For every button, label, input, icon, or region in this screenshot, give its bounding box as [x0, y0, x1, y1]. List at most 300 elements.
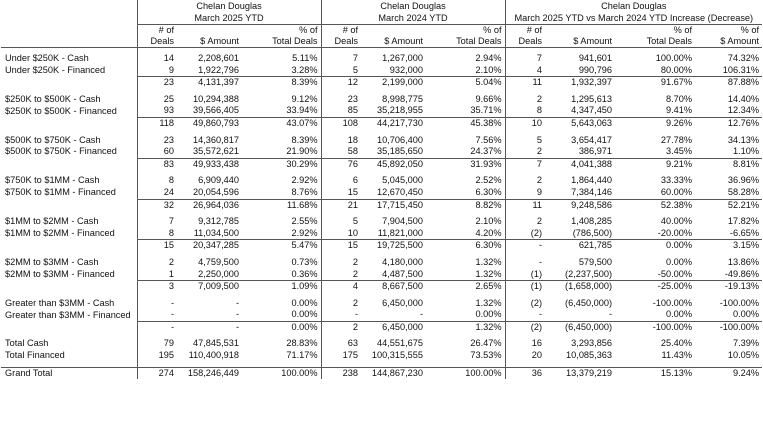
- pct-2025: 71.17%: [286, 350, 318, 361]
- deals-diff: -: [505, 309, 545, 321]
- pct-amount-diff: 0.00%: [732, 309, 760, 320]
- col-deals-top: # of: [505, 25, 545, 37]
- deals-2024: -: [321, 309, 361, 321]
- data-row: [1, 146, 762, 158]
- group-c-subtitle: March 2025 YTD vs March 2024 YTD Increase (Decrease): [505, 12, 762, 25]
- pct-amount-diff: 87.88%: [695, 77, 762, 89]
- amount-2025: 9,312,785: [198, 216, 239, 227]
- deals-2024: 5: [321, 216, 361, 228]
- pct-amount-diff: 74.32%: [727, 53, 760, 63]
- col-pct-total: Total Deals: [426, 36, 505, 48]
- amount-2024: 4,180,000: [382, 256, 424, 267]
- deals-2025: 7: [137, 216, 177, 228]
- pct-deals-diff: 25.40%: [660, 338, 693, 349]
- amount-2025: -: [235, 309, 239, 320]
- row-label: [1, 321, 137, 333]
- deals-diff: -: [505, 257, 545, 269]
- amount-2025: 158,246,449: [177, 367, 242, 379]
- deals-2025: 1: [137, 269, 177, 281]
- data-row: [1, 269, 762, 281]
- pct-2025: 11.68%: [242, 199, 321, 211]
- pct-2025: 28.83%: [286, 338, 318, 349]
- pct-2025: 2.92%: [291, 175, 318, 186]
- pct-2025: 1.09%: [242, 281, 321, 293]
- total-row: [1, 350, 762, 362]
- deals-2024: 6: [321, 175, 361, 187]
- pct-2025: 0.00%: [242, 321, 321, 333]
- pct-2024: 45.38%: [426, 117, 505, 129]
- deals-2025: 23: [137, 77, 177, 89]
- pct-deals-diff: 15.13%: [615, 367, 695, 379]
- amount-2024: 45,892,050: [361, 158, 426, 170]
- pct-2024: 4.20%: [475, 227, 502, 238]
- grand-total-row: [1, 367, 762, 379]
- pct-amount-diff: 10.05%: [727, 350, 760, 361]
- col-pct-top: % of: [242, 25, 321, 37]
- amount-2024: 5,045,000: [382, 175, 424, 186]
- pct-amount-diff: 12.34%: [727, 105, 760, 116]
- amount-diff: 7,384,146: [571, 186, 613, 197]
- amount-2024: 8,998,775: [382, 93, 424, 104]
- row-label: [1, 199, 137, 211]
- pct-2024: 8.82%: [426, 199, 505, 211]
- amount-2025: 39,566,405: [193, 105, 239, 116]
- amount-2025: 20,347,285: [177, 240, 242, 252]
- amount-2024: 1,267,000: [382, 53, 424, 63]
- amount-2024: 19,725,500: [361, 240, 426, 252]
- pct-amount-diff: -100.00%: [719, 297, 760, 308]
- row-label: Total Cash: [5, 338, 49, 349]
- pct-amount-diff: 8.81%: [695, 158, 762, 170]
- amount-2024: 144,867,230: [361, 367, 426, 379]
- pct-2025: 30.29%: [242, 158, 321, 170]
- amount-2024: 12,670,450: [377, 186, 424, 197]
- data-row: [1, 105, 762, 117]
- pct-2025: 43.07%: [242, 117, 321, 129]
- amount-2025: 4,759,500: [198, 256, 239, 267]
- amount-2024: 44,551,675: [377, 338, 424, 349]
- col-pct-top: % of: [426, 25, 505, 37]
- pct-amount-diff: 58.28%: [727, 186, 760, 197]
- pct-2024: 7.56%: [475, 134, 502, 145]
- pct-amount-diff: -6.65%: [729, 227, 760, 238]
- pct-amount-diff: 9.24%: [695, 367, 762, 379]
- deals-2025: 15: [137, 240, 177, 252]
- amount-diff: 941,601: [578, 53, 613, 63]
- data-row: [1, 216, 762, 228]
- pct-deals-diff: 9.21%: [615, 158, 695, 170]
- pct-amount-diff: 3.15%: [695, 240, 762, 252]
- pct-2024: 1.32%: [475, 268, 502, 279]
- pct-2025: 3.28%: [291, 64, 318, 75]
- pct-2025: 0.00%: [291, 309, 318, 320]
- deals-diff: 7: [505, 53, 545, 65]
- pct-deals-diff: 100.00%: [655, 53, 693, 63]
- pct-2025: 8.39%: [242, 77, 321, 89]
- amount-diff: -: [608, 309, 613, 320]
- row-label: Grand Total: [1, 367, 137, 379]
- row-label: $750K to $1MM - Financed: [5, 187, 116, 198]
- group-a-subtitle: March 2025 YTD: [137, 12, 321, 25]
- row-label: [1, 158, 137, 170]
- col-pct-total: Total Deals: [242, 36, 321, 48]
- pct-deals-diff: 91.67%: [615, 77, 695, 89]
- amount-2025: 4,131,397: [177, 77, 242, 89]
- row-label: $500K to $750K - Financed: [5, 146, 117, 157]
- deals-2024: 12: [321, 77, 361, 89]
- amount-diff: 3,654,417: [571, 134, 613, 145]
- amount-2025: 49,933,438: [177, 158, 242, 170]
- deals-diff: (2): [505, 298, 545, 310]
- deals-2024: 2: [321, 257, 361, 269]
- row-label: Under $250K - Financed: [5, 64, 106, 75]
- pct-deals-diff: 3.45%: [665, 146, 693, 157]
- amount-2025: 26,964,036: [177, 199, 242, 211]
- amount-2024: 4,487,500: [382, 268, 424, 279]
- amount-2024: 8,667,500: [361, 281, 426, 293]
- pct-2025: 5.47%: [242, 240, 321, 252]
- pct-2025: 2.92%: [291, 227, 318, 238]
- deals-2025: -: [137, 321, 177, 333]
- row-label: $750K to $1MM - Cash: [5, 175, 100, 186]
- deals-2025: 24: [137, 187, 177, 199]
- group-c-title: Chelan Douglas: [505, 0, 762, 12]
- amount-2025: -: [177, 321, 242, 333]
- deals-diff: 20: [505, 350, 545, 362]
- pct-2024: 2.94%: [475, 53, 502, 63]
- data-row: [1, 65, 762, 77]
- pct-deals-diff: 52.38%: [615, 199, 695, 211]
- pct-2024: 2.10%: [475, 216, 502, 227]
- row-label: [1, 77, 137, 89]
- header-subtitle-row: [1, 12, 762, 25]
- data-row: [1, 228, 762, 240]
- pct-deals-diff: -20.00%: [657, 227, 693, 238]
- pct-2025: 5.11%: [292, 53, 318, 63]
- deals-2025: -: [137, 309, 177, 321]
- amount-2024: 10,706,400: [377, 134, 424, 145]
- pct-2024: 24.37%: [470, 146, 502, 157]
- amount-diff: 1,408,285: [571, 216, 613, 227]
- amount-diff: 4,041,388: [545, 158, 615, 170]
- data-row: [1, 175, 762, 187]
- pct-2024: 0.00%: [475, 309, 502, 320]
- pct-2024: 35.71%: [470, 105, 502, 116]
- pct-deals-diff: 9.26%: [615, 117, 695, 129]
- pct-2024: 100.00%: [426, 367, 505, 379]
- amount-diff: (6,450,000): [545, 321, 615, 333]
- pct-amount-diff: -100.00%: [695, 321, 762, 333]
- deals-diff: 5: [505, 135, 545, 147]
- pct-amount-diff: 34.13%: [727, 134, 760, 145]
- subtotal-row: [1, 117, 762, 129]
- row-label: $500K to $750K - Cash: [5, 134, 101, 145]
- col-amount: $ Amount: [177, 36, 242, 48]
- col-deals: Deals: [321, 36, 361, 48]
- group-a-title: Chelan Douglas: [137, 0, 321, 12]
- pct-2024: 1.32%: [426, 321, 505, 333]
- amount-diff: 9,248,586: [545, 199, 615, 211]
- deals-diff: 4: [505, 65, 545, 77]
- deals-2025: 195: [137, 350, 177, 362]
- deals-2024: 23: [321, 94, 361, 106]
- amount-diff: 386,971: [578, 146, 613, 157]
- amount-diff: 1,932,397: [545, 77, 615, 89]
- pct-deals-diff: 8.70%: [665, 93, 693, 104]
- deals-2024: 108: [321, 117, 361, 129]
- deals-2024: 76: [321, 158, 361, 170]
- amount-diff: 621,785: [545, 240, 615, 252]
- total-row: [1, 338, 762, 350]
- col-amount: $ Amount: [545, 36, 615, 48]
- pct-2024: 1.32%: [475, 256, 502, 267]
- amount-2025: 20,054,596: [193, 186, 239, 197]
- amount-diff: 1,295,613: [571, 93, 613, 104]
- amount-2024: 17,715,450: [361, 199, 426, 211]
- pct-deals-diff: 0.00%: [665, 309, 693, 320]
- column-header-bottom-row: [1, 36, 762, 48]
- amount-2025: 6,909,440: [198, 175, 239, 186]
- deals-2024: 175: [321, 350, 361, 362]
- pct-2024: 26.47%: [470, 338, 502, 349]
- deals-2025: 14: [137, 53, 177, 65]
- pct-deals-diff: -25.00%: [615, 281, 695, 293]
- deals-diff: -: [505, 240, 545, 252]
- deals-diff: 8: [505, 105, 545, 117]
- amount-2024: -: [419, 309, 424, 320]
- col-deals-top: # of: [321, 25, 361, 37]
- group-b-title: Chelan Douglas: [321, 0, 505, 12]
- pct-deals-diff: 80.00%: [660, 64, 693, 75]
- deals-2024: 18: [321, 135, 361, 147]
- deals-2024: 4: [321, 281, 361, 293]
- row-label: Under $250K - Cash: [5, 53, 89, 63]
- pct-2024: 6.30%: [475, 186, 502, 197]
- deals-report-table: [1, 0, 762, 379]
- pct-deals-diff: 40.00%: [660, 216, 693, 227]
- pct-2024: 31.93%: [426, 158, 505, 170]
- pct-2025: 0.73%: [291, 256, 318, 267]
- row-label: $1MM to $2MM - Financed: [5, 227, 115, 238]
- amount-2025: -: [235, 297, 239, 308]
- col-deals-top: # of: [137, 25, 177, 37]
- amount-2025: 7,009,500: [177, 281, 242, 293]
- data-row: [1, 94, 762, 106]
- deals-2025: 25: [137, 94, 177, 106]
- deals-2024: 7: [321, 53, 361, 65]
- group-b-subtitle: March 2024 YTD: [321, 12, 505, 25]
- deals-2025: 93: [137, 105, 177, 117]
- pct-deals-diff: -100.00%: [615, 321, 695, 333]
- col-pct-amount-top: % of: [695, 25, 762, 37]
- row-label: $2MM to $3MM - Financed: [5, 268, 115, 279]
- pct-2025: 2.55%: [291, 216, 318, 227]
- data-row: [1, 135, 762, 147]
- amount-diff: 1,864,440: [571, 175, 613, 186]
- deals-2025: 8: [137, 175, 177, 187]
- col-deals: Deals: [505, 36, 545, 48]
- pct-amount-diff: 106.31%: [722, 64, 760, 75]
- amount-2025: 14,360,817: [193, 134, 239, 145]
- deals-2025: 60: [137, 146, 177, 158]
- deals-2025: 23: [137, 135, 177, 147]
- deals-diff: (1): [505, 281, 545, 293]
- deals-diff: 7: [505, 158, 545, 170]
- amount-2025: 2,208,601: [198, 53, 239, 63]
- deals-2024: 85: [321, 105, 361, 117]
- row-label: $250K to $500K - Financed: [5, 105, 117, 116]
- data-row: [1, 53, 762, 65]
- subtotal-row: [1, 281, 762, 293]
- amount-diff: 990,796: [578, 64, 613, 75]
- pct-amount-diff: 13.86%: [727, 256, 760, 267]
- deals-diff: (2): [505, 228, 545, 240]
- pct-2025: 100.00%: [242, 367, 321, 379]
- deals-2024: 21: [321, 199, 361, 211]
- deals-2024: 2: [321, 269, 361, 281]
- amount-2025: 110,400,918: [188, 350, 239, 361]
- amount-diff: 10,085,363: [566, 350, 613, 361]
- deals-2025: 8: [137, 228, 177, 240]
- amount-2024: 100,315,555: [371, 350, 424, 361]
- data-row: [1, 187, 762, 199]
- pct-amount-diff: 52.21%: [695, 199, 762, 211]
- row-label: Greater than $3MM - Cash: [5, 297, 115, 308]
- pct-2024: 2.10%: [475, 64, 502, 75]
- pct-deals-diff: 33.33%: [660, 175, 693, 186]
- pct-deals-diff: 9.41%: [665, 105, 693, 116]
- deals-2025: 274: [137, 367, 177, 379]
- pct-2025: 21.90%: [286, 146, 318, 157]
- pct-2025: 0.00%: [291, 297, 318, 308]
- subtotal-row: [1, 321, 762, 333]
- pct-2025: 33.94%: [286, 105, 318, 116]
- col-amount: $ Amount: [361, 36, 426, 48]
- deals-2024: 2: [321, 298, 361, 310]
- amount-diff: (6,450,000): [565, 297, 613, 308]
- deals-2025: 83: [137, 158, 177, 170]
- pct-deals-diff: 0.00%: [665, 256, 693, 267]
- subtotal-row: [1, 199, 762, 211]
- deals-2025: 2: [137, 257, 177, 269]
- row-label: [1, 117, 137, 129]
- row-label: $250K to $500K - Cash: [5, 93, 101, 104]
- pct-2024: 2.52%: [475, 175, 502, 186]
- data-row: [1, 257, 762, 269]
- col-pct-top: % of: [615, 25, 695, 37]
- amount-2024: 932,000: [389, 64, 424, 75]
- row-label: Total Financed: [5, 350, 65, 361]
- amount-2024: 35,185,650: [377, 146, 424, 157]
- deals-diff: 11: [505, 199, 545, 211]
- deals-diff: 10: [505, 117, 545, 129]
- deals-2025: 79: [137, 338, 177, 350]
- deals-2024: 2: [321, 321, 361, 333]
- pct-amount-diff: 7.39%: [732, 338, 760, 349]
- amount-diff: (786,500): [572, 227, 613, 238]
- row-label: $1MM to $2MM - Cash: [5, 216, 99, 227]
- amount-2024: 6,450,000: [361, 321, 426, 333]
- subtotal-row: [1, 77, 762, 89]
- amount-2025: 2,250,000: [198, 268, 239, 279]
- amount-diff: 3,293,856: [571, 338, 613, 349]
- deals-2024: 238: [321, 367, 361, 379]
- amount-2024: 6,450,000: [382, 297, 424, 308]
- pct-amount-diff: 1.10%: [732, 146, 760, 157]
- col-pct-total: Total Deals: [615, 36, 695, 48]
- deals-2025: -: [137, 298, 177, 310]
- subtotal-row: [1, 240, 762, 252]
- deals-2024: 15: [321, 240, 361, 252]
- deals-2024: 15: [321, 187, 361, 199]
- amount-2025: 1,922,796: [198, 64, 239, 75]
- data-row: [1, 298, 762, 310]
- amount-diff: (1,658,000): [545, 281, 615, 293]
- pct-2024: 6.30%: [426, 240, 505, 252]
- deals-2024: 58: [321, 146, 361, 158]
- pct-amount-diff: 14.40%: [727, 93, 760, 104]
- deals-diff: 36: [505, 367, 545, 379]
- deals-2025: 118: [137, 117, 177, 129]
- data-row: [1, 309, 762, 321]
- amount-2024: 35,218,955: [377, 105, 424, 116]
- col-pct-amount: $ Amount: [695, 36, 762, 48]
- amount-2024: 44,217,730: [361, 117, 426, 129]
- deals-2025: 32: [137, 199, 177, 211]
- column-header-top-row: [1, 25, 762, 37]
- pct-2024: 73.53%: [470, 350, 502, 361]
- deals-2024: 63: [321, 338, 361, 350]
- amount-2025: 49,860,793: [177, 117, 242, 129]
- pct-2024: 1.32%: [475, 297, 502, 308]
- pct-deals-diff: 0.00%: [615, 240, 695, 252]
- deals-2024: 10: [321, 228, 361, 240]
- deals-diff: (1): [505, 269, 545, 281]
- deals-diff: 16: [505, 338, 545, 350]
- row-label: [1, 281, 137, 293]
- pct-amount-diff: 17.82%: [727, 216, 760, 227]
- pct-amount-diff: 36.96%: [727, 175, 760, 186]
- header-title-row: [1, 0, 762, 12]
- amount-2024: 7,904,500: [382, 216, 424, 227]
- pct-deals-diff: 27.78%: [660, 134, 693, 145]
- deals-2025: 9: [137, 65, 177, 77]
- amount-diff: 579,500: [578, 256, 613, 267]
- pct-2025: 0.36%: [291, 268, 318, 279]
- deals-diff: 9: [505, 187, 545, 199]
- pct-deals-diff: -50.00%: [657, 268, 693, 279]
- deals-2024: 5: [321, 65, 361, 77]
- amount-2024: 11,821,000: [377, 227, 424, 238]
- pct-deals-diff: 60.00%: [660, 186, 693, 197]
- deals-diff: 11: [505, 77, 545, 89]
- deals-diff: 2: [505, 216, 545, 228]
- deals-diff: 2: [505, 175, 545, 187]
- pct-deals-diff: 11.43%: [661, 350, 693, 361]
- pct-2024: 9.66%: [475, 93, 502, 104]
- amount-2025: 11,034,500: [193, 227, 239, 238]
- deals-diff: 2: [505, 94, 545, 106]
- subtotal-row: [1, 158, 762, 170]
- deals-2025: 3: [137, 281, 177, 293]
- col-deals: Deals: [137, 36, 177, 48]
- amount-diff: 13,379,219: [545, 367, 615, 379]
- pct-2025: 8.76%: [291, 186, 318, 197]
- pct-amount-diff: 12.76%: [695, 117, 762, 129]
- amount-diff: (2,237,500): [565, 268, 613, 279]
- amount-diff: 5,643,063: [545, 117, 615, 129]
- row-label: [1, 240, 137, 252]
